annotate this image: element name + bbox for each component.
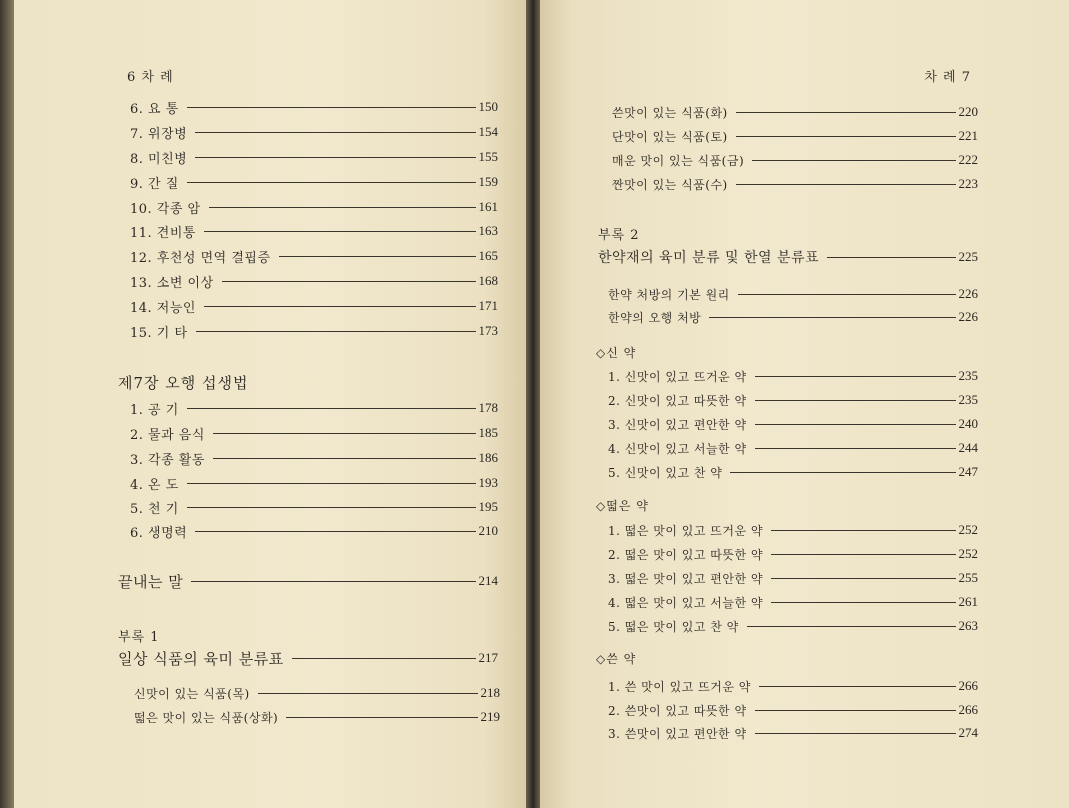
dot-leader — [292, 658, 476, 659]
toc-entry — [134, 707, 500, 727]
toc-entry-page: 173 — [478, 323, 498, 338]
dot-leader — [204, 231, 476, 232]
toc-entry-label: 6. 요 통 — [130, 101, 179, 117]
toc-entry-label: 1. 떫은 맛이 있고 뜨거운 약 — [608, 523, 763, 538]
toc-entry-page: 226 — [958, 286, 978, 301]
dot-leader — [204, 306, 476, 307]
toc-entry — [612, 150, 978, 170]
toc-entry-label: 매운 맛이 있는 식품(금) — [612, 153, 745, 168]
toc-entry-label: 3. 쓴맛이 있고 편안한 약 — [608, 726, 747, 741]
toc-entry-closing — [118, 570, 498, 592]
toc-entry-page: 247 — [958, 464, 978, 479]
toc-entry-label: 3. 신맛이 있고 편안한 약 — [608, 417, 747, 432]
dot-leader — [196, 331, 476, 332]
dot-leader — [195, 132, 475, 133]
toc-entry — [608, 568, 978, 588]
toc-entry-label: 1. 쓴 맛이 있고 뜨거운 약 — [608, 679, 751, 694]
dot-leader — [279, 256, 476, 257]
toc-entry-page: 263 — [958, 618, 978, 633]
toc-entry-page: 221 — [958, 128, 978, 143]
toc-entry — [608, 284, 978, 304]
chapter-heading: 제7장 오행 섭생법 — [118, 374, 249, 392]
toc-entry-label: 4. 온 도 — [130, 477, 179, 493]
dot-leader — [191, 581, 475, 582]
dot-leader — [709, 317, 955, 318]
toc-entry-page: 161 — [478, 199, 498, 214]
toc-entry — [130, 521, 498, 541]
toc-entry — [134, 683, 500, 703]
toc-entry — [608, 616, 978, 636]
toc-entry — [608, 438, 978, 458]
toc-entry-page: 178 — [478, 400, 498, 415]
toc-entry — [612, 102, 978, 122]
dot-leader — [755, 710, 956, 711]
page-header-right: 차 례 7 — [924, 70, 971, 85]
toc-entry-label: 4. 신맛이 있고 서늘한 약 — [608, 441, 747, 456]
toc-entry-label: 6. 생명력 — [130, 525, 188, 541]
toc-entry-label: 한약의 오행 처방 — [608, 310, 702, 325]
toc-entry-label: 2. 물과 음식 — [130, 427, 205, 443]
toc-entry-page: 219 — [480, 709, 500, 724]
toc-entry-label: 단맛이 있는 식품(토) — [612, 129, 728, 144]
toc-entry-page: 218 — [480, 685, 500, 700]
toc-entry-page: 274 — [958, 725, 978, 740]
dot-leader — [187, 483, 476, 484]
toc-entry — [608, 366, 978, 386]
toc-entry — [608, 414, 978, 434]
toc-entry-page: 235 — [958, 392, 978, 407]
dot-leader — [195, 531, 475, 532]
dot-leader — [213, 433, 476, 434]
toc-entry — [130, 147, 498, 167]
toc-entry-label: 8. 미친병 — [130, 151, 188, 167]
toc-entry-label: 짠맛이 있는 식품(수) — [612, 177, 728, 192]
toc-entry-label: 4. 떫은 맛이 있고 서늘한 약 — [608, 595, 763, 610]
toc-entry-page: 155 — [478, 149, 498, 164]
toc-entry-page: 220 — [958, 104, 978, 119]
toc-entry-page: 226 — [958, 309, 978, 324]
section-heading-sour: ◇신 약 — [596, 346, 637, 360]
appendix-title — [118, 647, 498, 669]
toc-entry-label: 한약 처방의 기본 원리 — [608, 287, 730, 302]
toc-entry-label: 신맛이 있는 식품(목) — [134, 686, 250, 701]
toc-entry-label: 2. 쓴맛이 있고 따뜻한 약 — [608, 703, 747, 718]
toc-entry-label: 11. 견비통 — [130, 225, 196, 241]
dot-leader — [222, 281, 476, 282]
toc-entry — [608, 520, 978, 540]
toc-entry — [608, 592, 978, 612]
dot-leader — [755, 376, 956, 377]
toc-entry-label: 5. 신맛이 있고 찬 약 — [608, 465, 723, 480]
appendix-title — [598, 246, 978, 268]
dot-leader — [771, 602, 956, 603]
toc-entry-page: 223 — [958, 176, 978, 191]
toc-entry-page: 235 — [958, 368, 978, 383]
toc-entry-label: 3. 떫은 맛이 있고 편안한 약 — [608, 571, 763, 586]
toc-entry — [608, 544, 978, 564]
toc-entry-label: 쓴맛이 있는 식품(화) — [612, 105, 728, 120]
toc-entry-page: 255 — [958, 570, 978, 585]
toc-entry — [612, 174, 978, 194]
toc-entry-label: 5. 떫은 맛이 있고 찬 약 — [608, 619, 739, 634]
dot-leader — [755, 448, 956, 449]
toc-entry-page: 252 — [958, 522, 978, 537]
dot-leader — [759, 686, 956, 687]
toc-entry — [130, 97, 498, 117]
dot-leader — [187, 408, 476, 409]
toc-entry-label: 끝내는 말 — [118, 572, 184, 591]
toc-entry — [130, 296, 498, 316]
dot-leader — [187, 507, 476, 508]
toc-entry — [130, 398, 498, 418]
dot-leader — [747, 626, 956, 627]
toc-entry-label: 12. 후천성 면역 결핍증 — [130, 250, 271, 266]
dot-leader — [738, 294, 956, 295]
toc-entry-label: 1. 공 기 — [130, 402, 179, 418]
toc-entry — [130, 321, 498, 341]
toc-entry — [130, 423, 498, 443]
dot-leader — [755, 733, 956, 734]
toc-entry-page: 165 — [478, 248, 498, 263]
dot-leader — [771, 554, 956, 555]
dot-leader — [755, 424, 956, 425]
dot-leader — [213, 458, 476, 459]
toc-entry-page: 266 — [958, 702, 978, 717]
toc-entry — [608, 462, 978, 482]
toc-entry — [130, 497, 498, 517]
left-page — [14, 0, 526, 808]
toc-entry-page: 193 — [478, 475, 498, 490]
toc-entry — [612, 126, 978, 146]
toc-entry-page: 266 — [958, 678, 978, 693]
toc-entry — [608, 307, 978, 327]
section-heading-astringent: ◇떫은 약 — [596, 499, 649, 513]
dot-leader — [187, 182, 476, 183]
page-header-left: 6 차 례 — [127, 70, 174, 85]
appendix-label: 부록 2 — [598, 228, 640, 243]
appendix-label: 부록 1 — [118, 630, 160, 645]
dot-leader — [286, 717, 477, 718]
dot-leader — [771, 578, 956, 579]
dot-leader — [258, 693, 478, 694]
book-edge — [0, 0, 14, 808]
toc-entry-label: 2. 신맛이 있고 따뜻한 약 — [608, 393, 747, 408]
toc-entry-page: 217 — [478, 650, 498, 665]
toc-entry-page: 195 — [478, 499, 498, 514]
toc-entry-label: 5. 천 기 — [130, 501, 179, 517]
dot-leader — [187, 107, 476, 108]
toc-entry-page: 171 — [478, 298, 498, 313]
toc-entry-page: 154 — [478, 124, 498, 139]
toc-entry — [608, 676, 978, 696]
toc-entry-label: 15. 기 타 — [130, 325, 188, 341]
toc-entry-label: 한약재의 육미 분류 및 한열 분류표 — [598, 250, 820, 266]
toc-entry — [130, 473, 498, 493]
dot-leader — [736, 136, 956, 137]
toc-entry-page: 159 — [478, 174, 498, 189]
toc-entry — [130, 122, 498, 142]
dot-leader — [209, 207, 476, 208]
toc-entry-page: 225 — [958, 249, 978, 264]
dot-leader — [736, 112, 956, 113]
toc-entry-page: 163 — [478, 223, 498, 238]
toc-entry — [608, 700, 978, 720]
dot-leader — [752, 160, 955, 161]
toc-entry-label: 떫은 맛이 있는 식품(상화) — [134, 710, 279, 725]
toc-entry-page: 240 — [958, 416, 978, 431]
toc-entry — [130, 221, 498, 241]
toc-entry-label: 2. 떫은 맛이 있고 따뜻한 약 — [608, 547, 763, 562]
section-heading-bitter: ◇쓴 약 — [596, 652, 637, 666]
toc-entry-label: 일상 식품의 육미 분류표 — [118, 649, 284, 668]
toc-entry-page: 244 — [958, 440, 978, 455]
toc-entry-page: 210 — [478, 523, 498, 538]
toc-entry-page: 222 — [958, 152, 978, 167]
toc-entry-label: 9. 간 질 — [130, 176, 179, 192]
toc-entry — [130, 172, 498, 192]
toc-entry — [608, 390, 978, 410]
toc-entry-page: 252 — [958, 546, 978, 561]
toc-entry-label: 1. 신맛이 있고 뜨거운 약 — [608, 369, 747, 384]
dot-leader — [730, 472, 955, 473]
toc-entry — [130, 271, 498, 291]
toc-entry-label: 7. 위장병 — [130, 126, 188, 142]
dot-leader — [827, 257, 955, 258]
toc-entry-page: 168 — [478, 273, 498, 288]
toc-entry-label: 13. 소변 이상 — [130, 275, 214, 291]
toc-entry — [130, 448, 498, 468]
right-page — [540, 0, 1069, 808]
dot-leader — [736, 184, 956, 185]
dot-leader — [771, 530, 956, 531]
toc-entry-page: 186 — [478, 450, 498, 465]
book-spine — [526, 0, 540, 808]
toc-entry-page: 150 — [478, 99, 498, 114]
toc-entry-page: 214 — [478, 573, 498, 588]
toc-entry-label: 10. 각종 암 — [130, 201, 201, 217]
toc-entry — [130, 246, 498, 266]
toc-entry-label: 14. 저능인 — [130, 300, 196, 316]
dot-leader — [755, 400, 956, 401]
toc-entry — [608, 723, 978, 743]
toc-entry — [130, 197, 498, 217]
toc-entry-page: 261 — [958, 594, 978, 609]
dot-leader — [195, 157, 475, 158]
toc-entry-label: 3. 각종 활동 — [130, 452, 205, 468]
toc-entry-page: 185 — [478, 425, 498, 440]
